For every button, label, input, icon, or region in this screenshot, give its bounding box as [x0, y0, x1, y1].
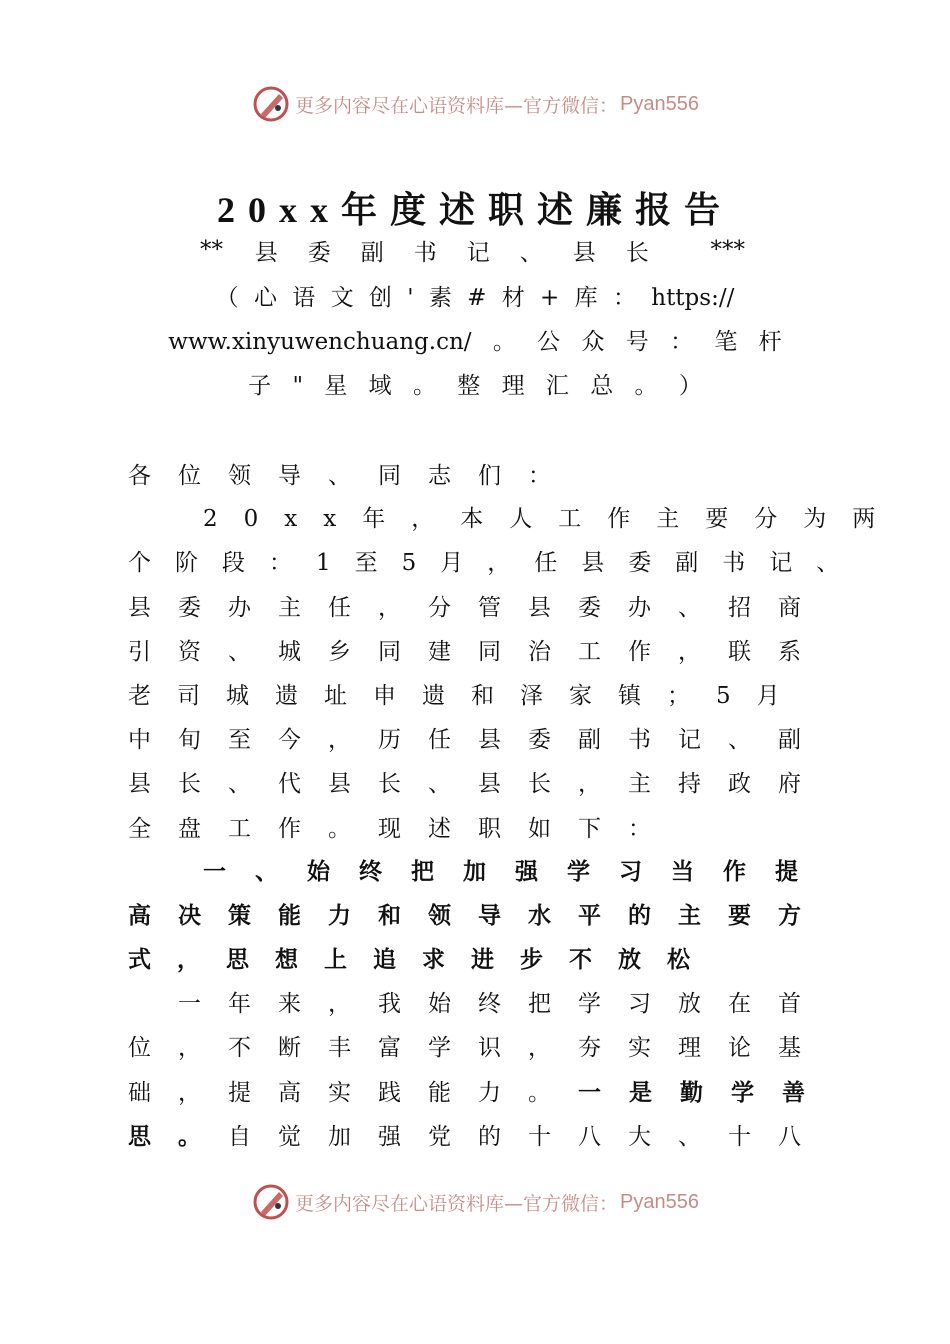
author-line [200, 232, 745, 268]
watermark-footer [0, 1180, 950, 1224]
intro-line-2: 个阶段：1至5月，任县委副书记、 [128, 549, 864, 576]
intro-line-1: 20xx年，本人工作主要分为两 [203, 505, 902, 532]
author-prefix: ** [200, 237, 223, 263]
section1-text-line-2: 位，不断丰富学识，夯实理论基 [128, 1034, 828, 1061]
source-note-line-3: 子 " 星 域 。 整 理 汇 总 。 ） [248, 373, 702, 399]
intro-line-5: 老司城遗址申遗和泽家镇；5月 [128, 682, 806, 709]
section1-heading-line-2: 高决策能力和领导水平的主要方 [128, 901, 828, 929]
intro-line-8: 全盘工作。现述职如下： [128, 815, 678, 842]
author-role: 县委副书记、县长 [254, 239, 679, 266]
section1-heading-line-3: 式，思想上追求进步不放松 [128, 945, 716, 973]
document-title: 20xx年度述职述廉报告 [216, 190, 733, 230]
key-point-1-end: 思。 [128, 1122, 228, 1150]
pen-logo-icon [251, 84, 291, 124]
author-suffix: *** [710, 237, 745, 263]
source-note-line-1: （ 心 语 文 创 ' 素 # 材 + 库 ： https:// [215, 285, 735, 311]
intro-line-3: 县委办主任，分管县委办、招商 [128, 594, 828, 621]
watermark-header [0, 82, 950, 126]
section1-heading-line-1: 一、始终把加强学习当作提 [203, 857, 827, 885]
key-point-1: 一是勤学善 [578, 1078, 833, 1106]
section1-text-line-1: 一年来，我始终把学习放在首 [178, 990, 828, 1017]
watermark-handle: Pyan556 [620, 92, 699, 115]
watermark-text: 更多内容尽在心语资料库—官方微信： [295, 94, 619, 117]
section1-text-line-3: 础，提高实践能力。 一是勤学善 [128, 1072, 808, 1108]
source-note-line-2: www.xinyuwenchuang.cn/ 。 公 众 号 ： 笔 杆 [168, 329, 782, 355]
pen-logo-icon [251, 1182, 291, 1222]
section1-text-line-4: 思。 自觉加强党的十八大、十八 [128, 1116, 808, 1152]
intro-line-7: 县长、代县长、县长，主持政府 [128, 770, 828, 797]
salutation: 各位领导、同志们： [128, 462, 578, 489]
intro-line-6: 中旬至今，历任县委副书记、副 [128, 726, 828, 753]
watermark-text: 更多内容尽在心语资料库—官方微信： [295, 1192, 619, 1215]
watermark-handle: Pyan556 [620, 1190, 699, 1213]
intro-line-4: 引资、城乡同建同治工作，联系 [128, 638, 828, 665]
